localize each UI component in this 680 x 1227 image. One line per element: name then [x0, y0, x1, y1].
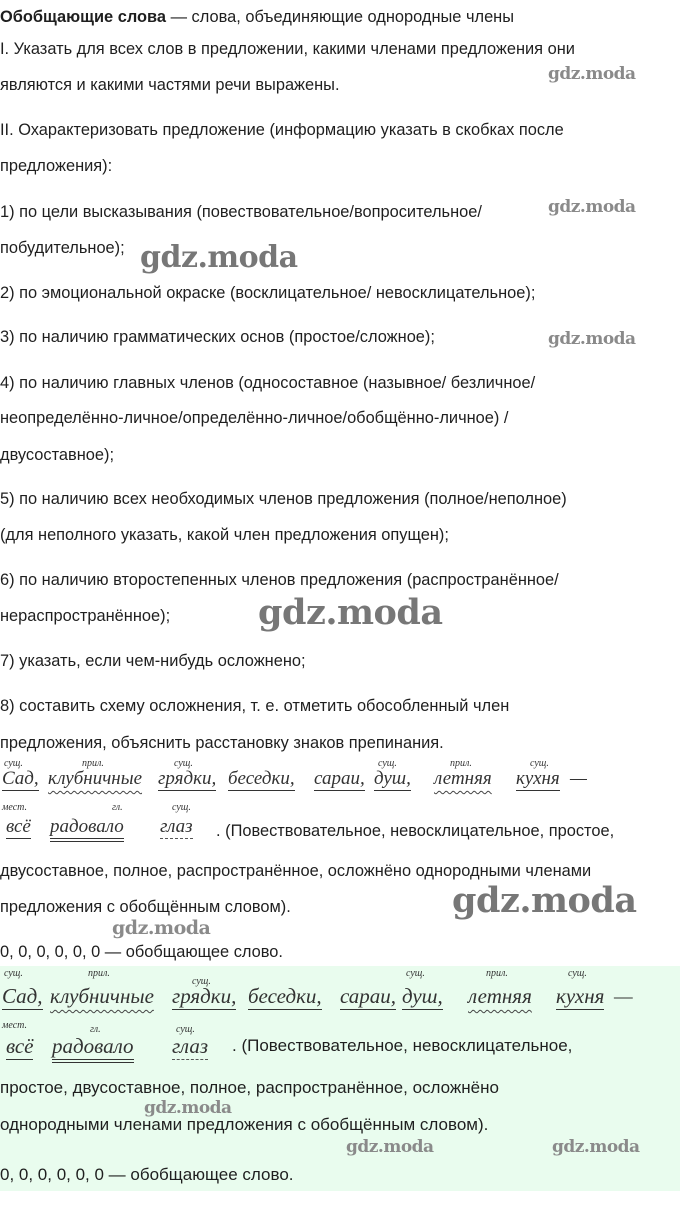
pos-label: гл. — [112, 802, 123, 813]
instruction-line: побудительное); — [0, 239, 125, 257]
definition-term: Обобщающие слова — [0, 8, 167, 26]
word-generalizing: всё — [6, 1034, 34, 1058]
watermark-logo: gdz.moda — [144, 1098, 232, 1118]
pos-label: мест. — [2, 1020, 27, 1031]
instruction-line: 8) составить схему осложнения, т. е. отметить обособленный член — [0, 697, 510, 715]
word-subject: Сад, — [2, 984, 43, 1008]
answer-line: двусоставное, полное, распространённое, осложнёно однородными членами — [0, 862, 592, 880]
watermark-logo: gdz.moda — [548, 64, 636, 84]
answer-text: . (Повествовательное, невосклицательное, простое, — [216, 822, 615, 840]
instruction-line: II. Охарактеризовать предложение (информацию указать в скобках после — [0, 121, 564, 139]
word-attribute: клубничные — [50, 984, 154, 1008]
dash: — — [614, 984, 633, 1008]
pos-label: сущ. — [4, 758, 23, 769]
pos-label: сущ. — [192, 976, 211, 987]
word-generalizing: всё — [6, 816, 31, 837]
word-predicate: радовало — [50, 816, 124, 842]
instruction-line: 4) по наличию главных членов (односоставное (назывное/ безличное/ — [0, 374, 536, 392]
word-subject: душ, — [402, 984, 443, 1008]
instruction-line: 2) по эмоциональной окраске (восклицательное/ невосклицательное); — [0, 284, 536, 302]
word-attribute: клубничные — [48, 768, 143, 789]
watermark-logo: gdz.moda — [346, 1137, 434, 1157]
word-subject: Сад, — [2, 768, 39, 789]
instruction-line: 3) по наличию грамматических основ (простое/сложное); — [0, 328, 435, 346]
instruction-line: предложения, объяснить расстановку знаков препинания. — [0, 734, 444, 752]
word-attribute: летняя — [434, 768, 492, 789]
instruction-line: 6) по наличию второстепенных членов предложения (распространённое/ — [0, 571, 559, 589]
instruction-line: предложения): — [0, 157, 113, 175]
scheme-line: 0, 0, 0, 0, 0, 0 — обобщающее слово. — [0, 943, 283, 961]
watermark-logo: gdz.moda — [258, 592, 443, 633]
instruction-line: 7) указать, если чем-нибудь осложнено; — [0, 652, 306, 670]
watermark-logo: gdz.moda — [548, 197, 636, 217]
watermark-logo: gdz.moda — [548, 329, 636, 349]
pos-label: мест. — [2, 802, 27, 813]
instruction-line: 1) по цели высказывания (повествовательное/вопросительное/ — [0, 203, 482, 221]
pos-label: сущ. — [172, 802, 191, 813]
pos-label: прил. — [450, 758, 472, 769]
watermark-logo: gdz.moda — [140, 240, 298, 275]
word-subject: кухня — [516, 768, 560, 789]
pos-label: сущ. — [174, 758, 193, 769]
word-object: глаз — [172, 1034, 209, 1058]
instruction-line: 5) по наличию всех необходимых членов предложения (полное/неполное) — [0, 490, 567, 508]
instruction-line: нераспространённое); — [0, 607, 171, 625]
watermark-logo: gdz.moda — [452, 880, 637, 921]
word-subject: сараи, — [314, 768, 365, 789]
word-subject: беседки, — [248, 984, 322, 1008]
word-subject: грядки, — [158, 768, 217, 789]
pos-label: прил. — [88, 968, 110, 979]
answer-line: однородными членами предложения с обобщённым словом). — [0, 1115, 489, 1134]
word-subject: беседки, — [228, 768, 295, 789]
pos-label: сущ. — [4, 968, 23, 979]
pos-label: сущ. — [568, 968, 587, 979]
pos-label: гл. — [90, 1024, 101, 1035]
instruction-line: двусоставное); — [0, 446, 115, 464]
pos-label: сущ. — [378, 758, 397, 769]
instruction-line: I. Указать для всех слов в предложении, какими членами предложения они — [0, 40, 575, 58]
pos-label: прил. — [82, 758, 104, 769]
answer-line: простое, двусоставное, полное, распространённое, осложнёно — [0, 1078, 499, 1097]
word-subject: сараи, — [340, 984, 397, 1008]
word-subject: душ, — [374, 768, 411, 789]
instruction-line: являются и какими частями речи выражены. — [0, 76, 340, 94]
instruction-line: (для неполного указать, какой член предложения опущен); — [0, 526, 449, 544]
scheme-line: 0, 0, 0, 0, 0, 0 — обобщающее слово. — [0, 1165, 294, 1184]
watermark-logo: gdz.moda — [552, 1137, 640, 1157]
word-attribute: летняя — [468, 984, 532, 1008]
definition-line — [0, 8, 514, 27]
word-subject: кухня — [556, 984, 605, 1008]
word-predicate: радовало — [52, 1034, 134, 1063]
pos-label: сущ. — [406, 968, 425, 979]
pos-label: прил. — [486, 968, 508, 979]
instruction-line: неопределённо-личное/определённо-личное/обобщённо-личное) / — [0, 409, 509, 427]
pos-label: сущ. — [176, 1024, 195, 1035]
pos-label: сущ. — [530, 758, 549, 769]
watermark-logo: gdz.moda — [112, 917, 211, 939]
dash: — — [570, 768, 587, 789]
answer-line: предложения с обобщённым словом). — [0, 898, 291, 916]
word-subject: грядки, — [172, 984, 237, 1008]
answer-text: . (Повествовательное, невосклицательное, — [232, 1036, 573, 1055]
word-object: глаз — [160, 816, 193, 837]
definition-text: — слова, объединяющие однородные члены — [166, 8, 515, 26]
